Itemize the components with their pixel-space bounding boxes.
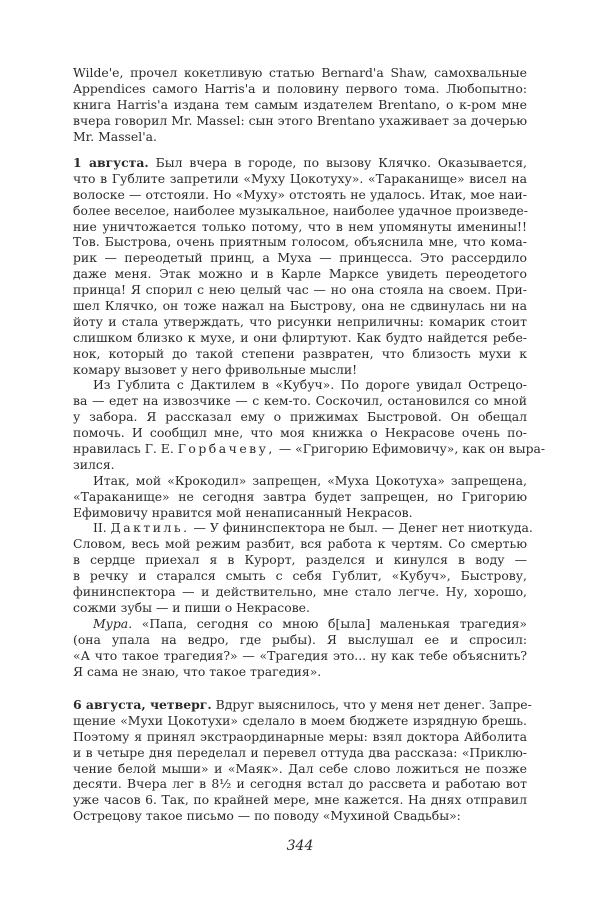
text-line [73,776,527,792]
text-line [73,616,527,632]
spaced-name: Дактиль. [110,520,190,536]
text-segment: Был вчера в городе, по вызову Клячко. Оказывается, [148,155,527,170]
text-line [73,745,527,761]
text-line [73,697,532,713]
text-segment: в речку и старался смыть с себя Гублит, «Кубуч», Быстрову, [73,568,527,584]
text-segment: Тов. Быстрова, очень приятным голосом, объяснила мне, что кома- [73,234,527,250]
text-line [73,729,527,745]
text-line [73,761,527,777]
text-line [73,129,527,145]
text-line [73,298,527,314]
text-segment: сожми зубы — и пиши о Некрасове. [73,599,310,615]
text-line [73,187,527,203]
text-segment: нравилась Г. Е. [73,441,178,457]
text-line [73,808,527,824]
text-line [73,203,527,219]
text-line [73,314,527,330]
text-line [73,520,533,536]
text-line [73,171,527,187]
text-segment: что в Гублите запретили «Муху Цокотуху». «Тараканище» висел на [73,170,527,186]
text-segment: помочь. И сообщил мне, что моя книжка о Некрасове очень по- [73,425,527,441]
speaker-name: Мура. [93,615,133,631]
text-segment: Вдруг выяснилось, что у меня нет денег. Запре- [211,697,532,712]
text-line [73,409,527,425]
text-segment: чение белой мыши» и «Маяк». Дал себе слово ложиться не позже [73,760,527,776]
text-segment: «Папа, сегодня со мною б[ыла] маленькая трагедия» [132,615,527,631]
text-line [73,362,527,378]
text-segment: Поэтому я принял экстраординарные меры: взял доктора Айболита [73,728,527,744]
text-line [73,346,527,362]
paragraph [73,520,533,615]
text-segment: у забора. Я рассказал ему о прижимах Быстровой. Он обещал [73,409,527,425]
text-segment: более веселое, наиболее музыкальное, наиболее удачное произведе- [73,202,528,218]
text-segment: ва — едет на извозчике — с кем-то. Соскочил, остановился со мной [73,393,527,409]
text-segment: Wilde'е, прочел кокетливую статью Bernard'a Shaw, самохвальные [73,65,527,80]
text-line [73,377,527,393]
text-line [73,425,527,441]
text-line [73,330,527,346]
text-line [73,65,527,81]
text-segment: — У фининспектора не был. — Денег нет ниоткуда. [189,520,533,536]
text-line [73,81,527,97]
text-segment: (она упала на ведро, где рыбы). Я выслушал ее и спросил: [73,631,527,647]
text-segment: в сердце приехал я в Курорт, разделся и кинулся в воду — [73,552,527,568]
spaced-name: Горбачеву, [177,441,275,457]
text-segment: йоту и стала утверждать, что рисунки неприличны: комарик стоит [73,313,527,329]
text-segment: «Тараканище» не сегодня завтра будет запрещен, но Григорию [73,488,527,504]
text-segment: рик — переодетый принц, а Муха — принцесса. Это рассердило [73,250,527,266]
text-segment: Я сама не знаю, что такое трагедия». [73,663,322,679]
text-line [73,97,527,113]
text-line [73,489,527,505]
text-line [73,713,527,729]
text-segment: II. [93,520,111,536]
text-segment: уже часов 6. Так, по крайней мере, мне кажется. На днях отправил [73,792,527,808]
text-segment: книга Harris'a издана тем самым издателем Brentano, о к-ром мне [73,96,527,112]
text-segment: Итак, мой «Крокодил» запрещен, «Муха Цокотуха» запрещена, [93,472,527,488]
text-line [73,664,527,680]
paragraph [73,65,527,144]
text-segment: Острецову такое письмо — по поводу «Мухиной Свадьбы»: [73,808,461,824]
paragraph [73,697,532,824]
text-segment: вчера говорил Mr. Massel: сын этого Brentano ухаживает за дочерью [73,112,527,128]
text-line [73,632,527,648]
text-segment: даже меня. Этак можно и в Карле Марксе увидеть переодетого [73,266,527,282]
diary-fragment-continued [73,65,527,144]
entry-date: 6 августа, четверг. [73,697,212,712]
text-line [73,250,527,266]
text-segment: Appendices самого Harris'a и половину первого тома. Любопытно: [73,80,527,96]
text-line [73,393,527,409]
text-line [73,234,527,250]
diary-entry-august-1 [73,155,546,679]
text-line [73,473,527,489]
text-segment: волоске — отстояли. Но «Муху» отстоять не удалось. Итак, мое наи- [73,186,527,202]
text-line [73,266,527,282]
text-line [73,584,527,600]
text-line [73,600,527,616]
text-segment: шел Клячко, он тоже нажал на Быстрову, она не сдвинулась ни на [73,298,527,314]
paragraph [73,155,527,377]
text-segment: зился. [73,456,115,472]
paragraph [73,616,527,680]
text-segment: Mr. Massel'a. [73,128,157,144]
text-line [73,113,527,129]
entry-date: 1 августа. [73,155,149,170]
page-number: 344 [286,838,314,854]
text-line [73,536,527,552]
text-line [73,552,527,568]
paragraph [73,473,527,521]
text-line [73,441,546,457]
text-line [73,505,527,521]
text-segment: Из Гублита с Дактилем в «Кубуч». По дороге увидал Острецо- [93,377,527,393]
diary-entry-august-6 [73,697,532,824]
text-line [73,282,527,298]
text-segment: ние уничтожается только потому, что в нем упомянуты именины!! [73,218,527,234]
text-segment: нок, который до такой степени развратен, что близость мухи к [73,345,527,361]
text-segment: слишком близко к мухе, и они флиртуют. Как будто найдется ребе- [73,329,527,345]
text-segment: Ефимовичу нравится мой ненаписанный Некрасов. [73,504,413,520]
text-segment: фининспектора — и действительно, мне стало легче. Ну, хорошо, [73,584,527,600]
text-segment: щение «Мухи Цокотухи» сделало в моем бюджете изрядную брешь. [73,712,527,728]
text-segment: «А что такое трагедия?» — «Трагедия это... ну как тебе объяснить? [73,647,527,663]
text-segment: десяти. Вчера лег в 8½ и сегодня встал до рассвета и работаю вот [73,776,527,792]
text-segment: — «Григорию Ефимовичу», как он выра- [274,441,546,457]
text-segment: принца! Я спорил с нею целый час — но она стояла на своем. При- [73,282,527,298]
paragraph [73,377,546,472]
text-segment: Словом, весь мой режим разбит, вся работа к чертям. Со смертью [73,536,527,552]
text-line [73,792,527,808]
text-line [73,155,527,171]
text-line [73,648,527,664]
text-line [73,568,527,584]
text-line [73,457,527,473]
text-segment: и в четыре дня переделал и перевел оттуда два рассказа: «Приклю- [73,744,527,760]
text-line [73,219,527,235]
text-segment: комару вызовет у него фривольные мысли! [73,361,358,377]
